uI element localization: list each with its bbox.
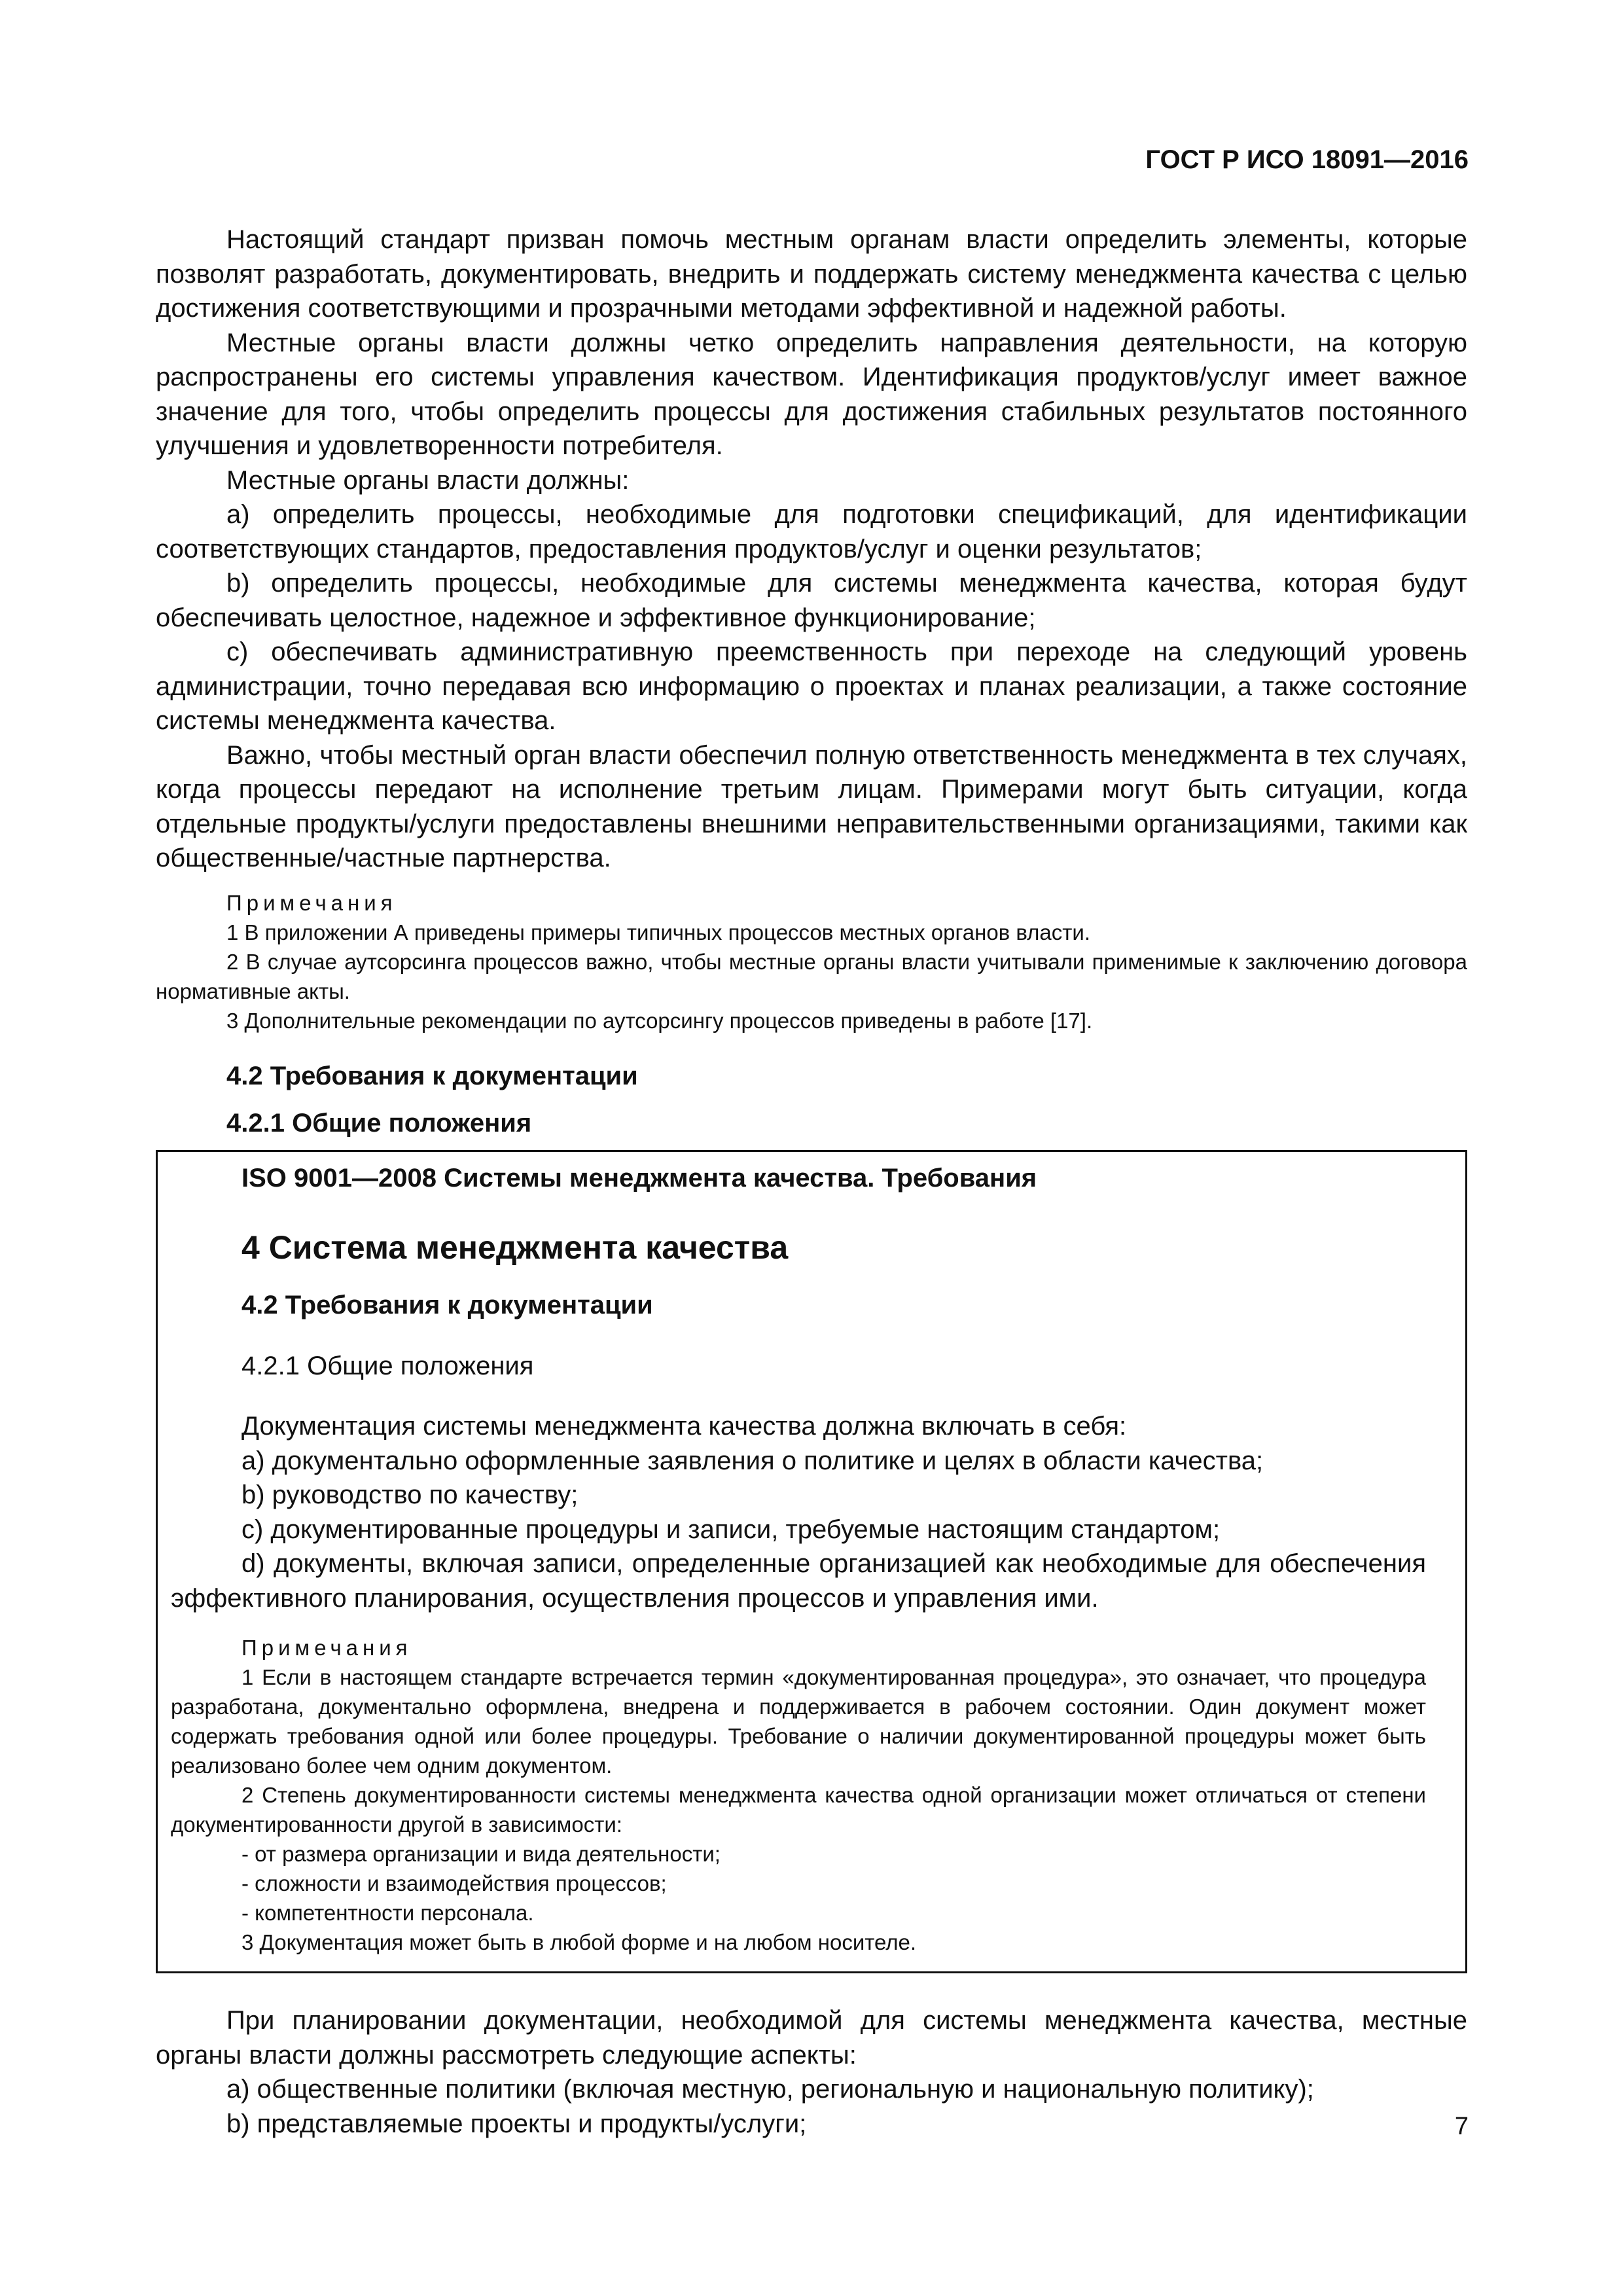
quoted-subsection-heading: 4.2 Требования к документации	[241, 1291, 653, 1319]
quoted-dash-item: - компетентности персонала.	[241, 1901, 534, 1925]
list-item: c) обеспечивать административную преемственность при переходе на следующий уровень администрации, точно передавая всю информацию о проектах и планах реализации, а также состояние системы менеджмента качества.	[156, 637, 1467, 735]
list-item: b) представляемые проекты и продукты/услуги;	[226, 2109, 807, 2138]
notes-heading: Примечания	[226, 890, 397, 915]
quoted-standard-title: ISO 9001—2008 Системы менеджмента качества. Требования	[241, 1163, 1037, 1193]
quoted-section-heading: 4 Система менеджмента качества	[241, 1229, 789, 1266]
quoted-dash-item: - сложности и взаимодействия процессов;	[241, 1871, 667, 1895]
paragraph: При планировании документации, необходимой для системы менеджмента качества, местные органы власти должны рассмотреть следующие аспекты:	[156, 2006, 1467, 2070]
quoted-note-item: 1 Если в настоящем стандарте встречается термин «документированная процедура», это означает, что процедура разработана, документально оформлена, внедрена и поддерживается в рабочем состоянии. Один документ может содержать требования одной или более процедуры. Требование о наличии документированной процедуры может быть реализовано более чем одним документом.	[171, 1665, 1426, 1778]
list-item: b) определить процессы, необходимые для системы менеджмента качества, которая будут обеспечивать целостное, надежное и эффективное функционирование;	[156, 569, 1467, 632]
quoted-paragraph: Документация системы менеджмента качества должна включать в себя:	[241, 1412, 1127, 1441]
document-header: ГОСТ Р ИСО 18091—2016	[1145, 145, 1469, 174]
quoted-clause-heading: 4.2.1 Общие положения	[241, 1351, 534, 1380]
page-number: 7	[1454, 2113, 1469, 2140]
paragraph: Местные органы власти должны четко определить направления деятельности, на которую распространены его системы управления качеством. Идентификация продуктов/услуг имеет важное значение для того, чтобы определить процессы для достижения стабильных результатов постоянного улучшения и удовлетворенности потребителя.	[156, 328, 1467, 460]
quoted-list-item: a) документально оформленные заявления о политике и целях в области качества;	[241, 1446, 1264, 1475]
quoted-note-item: 3 Документация может быть в любой форме и на любом носителе.	[241, 1930, 917, 1954]
list-item: а) определить процессы, необходимые для подготовки спецификаций, для идентификации соответствующих стандартов, предоставления продуктов/услуг и оценки результатов;	[156, 500, 1467, 564]
quoted-standard-box	[156, 1150, 1467, 1974]
paragraph: Важно, чтобы местный орган власти обеспечил полную ответственность менеджмента в тех случаях, когда процессы передают на исполнение третьим лицам. Примерами могут быть ситуации, когда отдельные продукты/услуги предоставлены внешними неправительственными организациями, такими как общественные/частные партнерства.	[156, 740, 1467, 872]
quoted-notes-heading: Примечания	[241, 1636, 412, 1660]
paragraph: Местные органы власти должны:	[226, 465, 630, 495]
quoted-list-item: d) документы, включая записи, определенные организацией как необходимые для обеспечения эффективного планирования, осуществления процессов и управления ими.	[171, 1549, 1426, 1613]
after-box-section	[156, 2003, 1467, 2141]
quoted-list-item: b) руководство по качеству;	[241, 1480, 579, 1509]
subsection-heading: 4.2.1 Общие положения	[226, 1109, 532, 1138]
note-item: 3 Дополнительные рекомендации по аутсорсингу процессов приведены в работе [17].	[226, 1008, 1093, 1033]
list-item: a) общественные политики (включая местную, региональную и национальную политику);	[226, 2075, 1314, 2104]
note-item: 2 В случае аутсорсинга процессов важно, чтобы местные органы власти учитывали применимые к заключению договора нормативные акты.	[156, 949, 1467, 1003]
quoted-dash-item: - от размера организации и вида деятельности;	[241, 1842, 721, 1866]
page-body	[156, 223, 1467, 2141]
quoted-list-item: c) документированные процедуры и записи, требуемые настоящим стандартом;	[241, 1515, 1221, 1544]
paragraph: Настоящий стандарт призван помочь местным органам власти определить элементы, которые позволят разработать, документировать, внедрить и поддержать систему менеджмента качества с целью достижения соответствующими и прозрачными методами эффективной и надежной работы.	[156, 225, 1467, 323]
note-item: 1 В приложении А приведены примеры типичных процессов местных органов власти.	[226, 920, 1090, 944]
section-heading: 4.2 Требования к документации	[226, 1061, 638, 1090]
quoted-note-item: 2 Степень документированности системы менеджмента качества одной организации может отличаться от степени документированности другой в зависимости:	[171, 1783, 1426, 1837]
